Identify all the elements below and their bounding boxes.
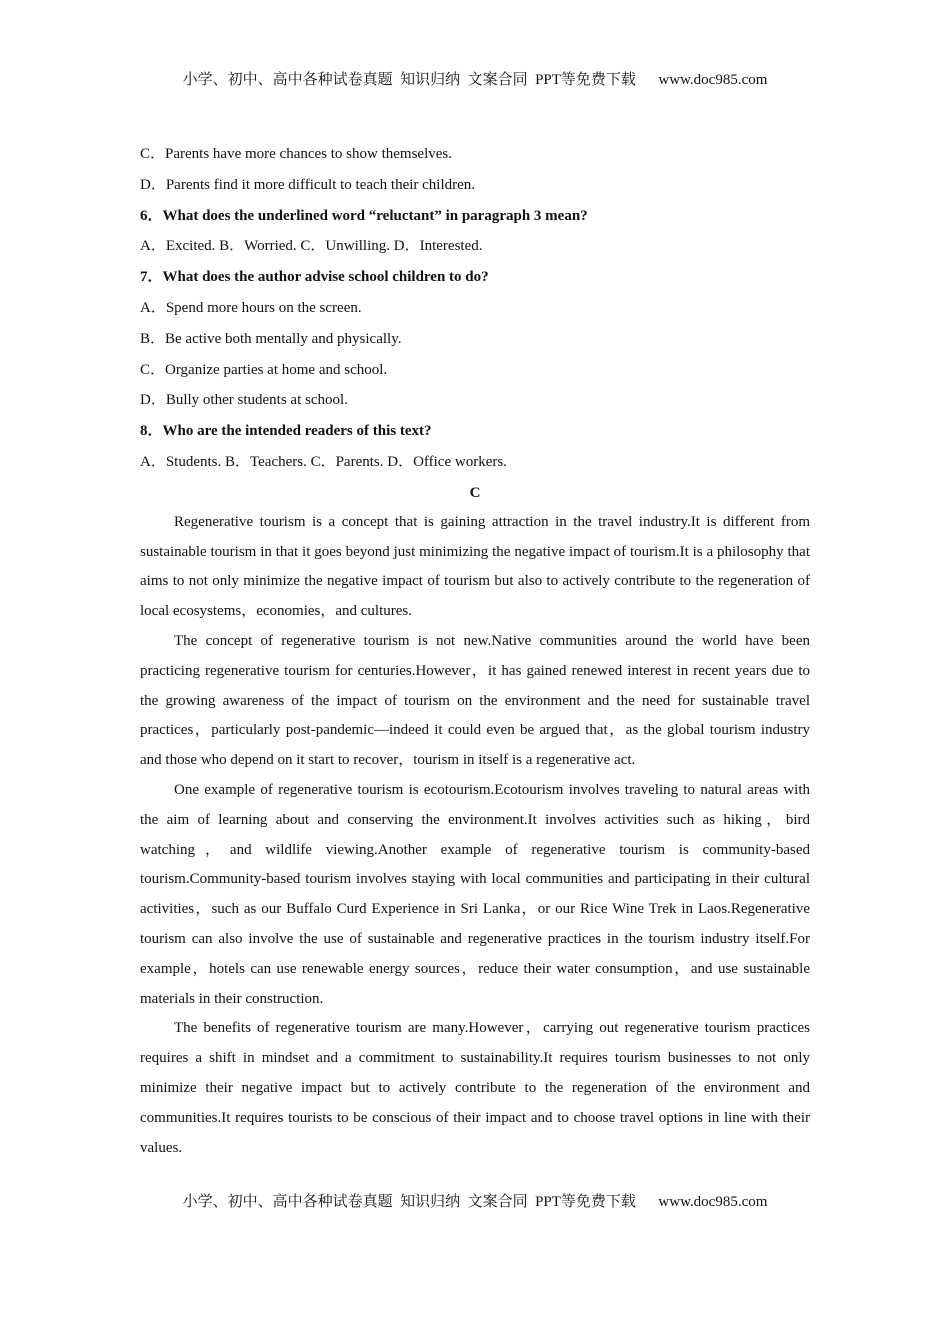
section-heading: C: [469, 484, 481, 501]
page-footer: 小学、初中、高中各种试卷真题 知识归纳 文案合同 PPT等免费下载 www.doc985.com: [182, 1194, 768, 1210]
page-header: 小学、初中、高中各种试卷真题 知识归纳 文案合同 PPT等免费下载 www.doc985.com: [182, 72, 768, 88]
question-8: 8．Who are the intended readers of this text?: [140, 423, 432, 440]
document-body: [140, 141, 810, 1163]
option-a-q7: A．Spend more hours on the screen.: [140, 299, 362, 316]
option-c-q7: C．Organize parties at home and school.: [140, 361, 388, 378]
option-d-q7: D．Bully other students at school.: [140, 392, 348, 409]
paragraph-3: One example of regenerative tourism is ecotourism.Ecotourism involves traveling to natural areas with the aim of learning about and conserving the environment.It involves activities such as hiking，bird watching，and wildlife viewing.Another example of regenerative tourism is community-based tourism.Community-based tourism involves staying with local communities and participating in their cultural activities，such as our Buffalo Curd Experience in Sri Lanka，or our Rice Wine Trek in Laos.Regenerative tourism can also involve the use of sustainable and regenerative practices in the tourism industry itself.For example，hotels can use renewable energy sources，reduce their water consumption，and use sustainable materials in their construction.: [140, 781, 810, 1007]
options-q6: A．Excited. B．Worried. C．Unwilling. D．Interested.: [140, 238, 483, 255]
question-7: 7．What does the author advise school children to do?: [140, 269, 489, 286]
paragraph-4: The benefits of regenerative tourism are many.However，carrying out regenerative tourism practices requires a shift in mindset and a commitment to sustainability.It requires tourism businesses to not only minimize their negative impact but to actively contribute to the regeneration of the environment and communities.It requires tourists to be conscious of their impact and to choose travel options in line with their values.: [140, 1020, 810, 1156]
question-6: 6．What does the underlined word “reluctant” in paragraph 3 mean?: [140, 207, 588, 224]
paragraph-1: Regenerative tourism is a concept that is gaining attraction in the travel industry.It is different from sustainable tourism in that it goes beyond just minimizing the negative impact of tourism.It is a philosophy that aims to not only minimize the negative impact of tourism but also to actively contribute to the regeneration of local ecosystems，economies，and cultures.: [140, 513, 810, 620]
option-b-q7: B．Be active both mentally and physically.: [140, 330, 402, 347]
options-q8: A．Students. B．Teachers. C．Parents. D．Office workers.: [140, 453, 507, 470]
option-d-q5: D．Parents find it more difficult to teach their children.: [140, 176, 476, 193]
paragraph-2: The concept of regenerative tourism is not new.Native communities around the world have been practicing regenerative tourism for centuries.However，it has gained renewed interest in recent years due to the growing awareness of the impact of tourism on the environment and the need for sustainable travel practices，particularly post-pandemic—indeed it could even be argued that，as the global tourism industry and those who depend on it start to recover，tourism in itself is a regenerative act.: [140, 632, 810, 769]
option-c-q5: C．Parents have more chances to show themselves.: [140, 146, 453, 162]
